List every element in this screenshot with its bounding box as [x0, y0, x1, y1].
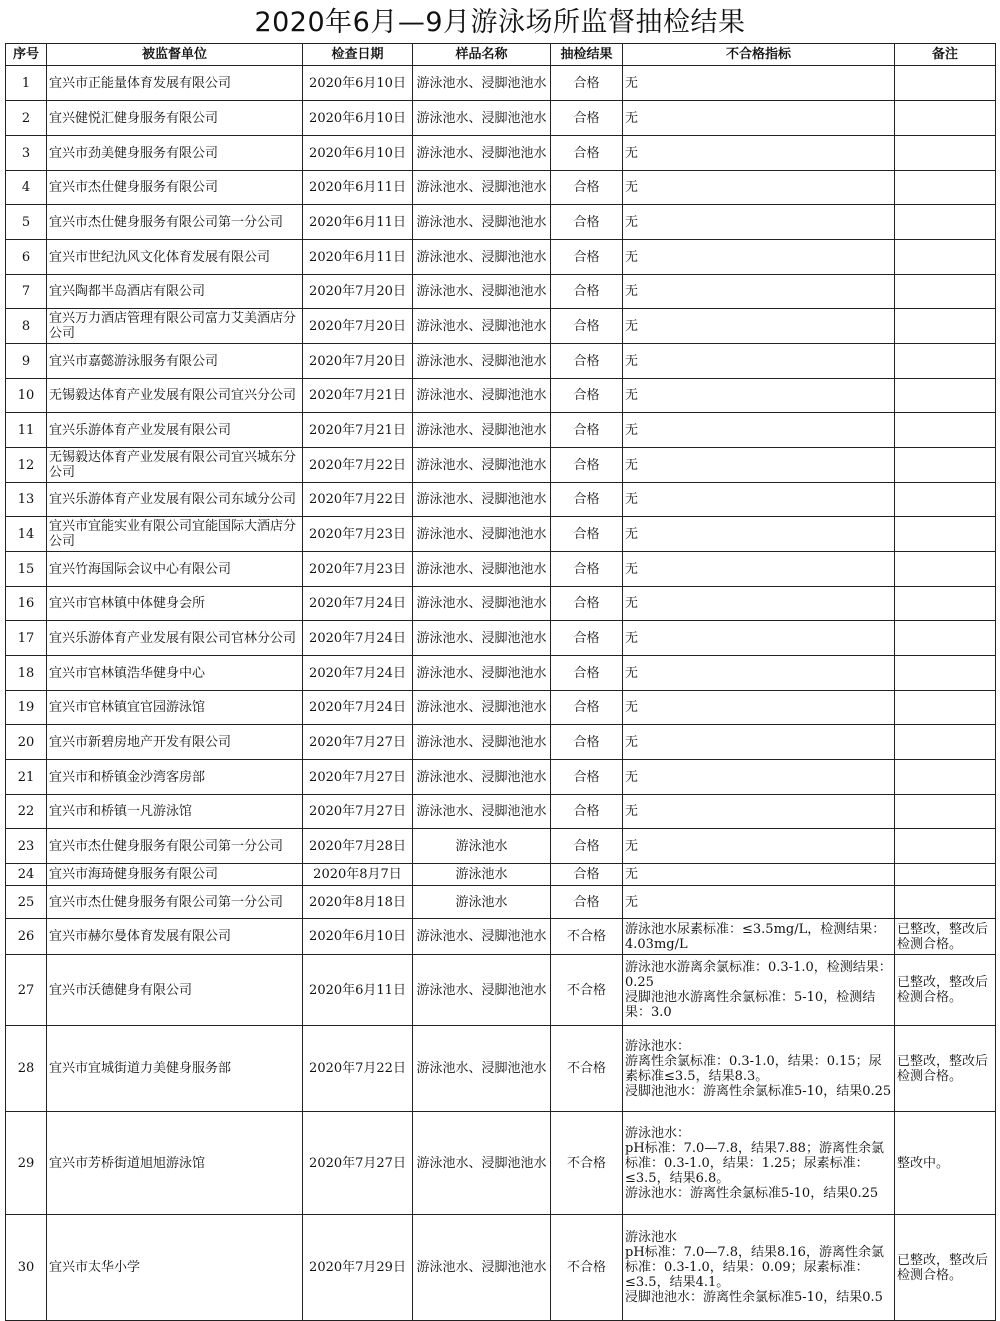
failed-indicator: 无 [623, 240, 895, 275]
row-number: 26 [6, 919, 47, 955]
sample-name: 游泳池水、浸脚池池水 [413, 795, 551, 829]
table-row [6, 656, 996, 691]
inspection-result: 合格 [551, 552, 623, 587]
remark [895, 829, 996, 864]
row-number: 28 [6, 1026, 47, 1112]
row-number: 6 [6, 240, 47, 275]
sample-name: 游泳池水 [413, 864, 551, 886]
table-row [6, 171, 996, 205]
inspection-date: 2020年7月27日 [303, 760, 413, 795]
table-row [6, 136, 996, 171]
row-number: 3 [6, 136, 47, 171]
table-row [6, 886, 996, 919]
remark [895, 552, 996, 587]
row-number: 23 [6, 829, 47, 864]
sample-name: 游泳池水、浸脚池池水 [413, 587, 551, 621]
row-number: 19 [6, 691, 47, 725]
inspection-date: 2020年6月11日 [303, 205, 413, 240]
inspection-date: 2020年7月20日 [303, 275, 413, 309]
remark [895, 413, 996, 448]
row-number: 24 [6, 864, 47, 886]
failed-indicator: 无 [623, 171, 895, 205]
header-unit: 被监督单位 [47, 44, 303, 66]
unit-name: 宜兴市官林镇宜官园游泳馆 [47, 691, 303, 725]
table-row [6, 795, 996, 829]
failed-indicator: 无 [623, 691, 895, 725]
unit-name: 宜兴市太华小学 [47, 1215, 303, 1321]
failed-indicator: 游泳池水游离余氯标准：0.3-1.0，检测结果：0.25 浸脚池池水游离性余氯标准：5-10，检测结果：3.0 [623, 955, 895, 1026]
unit-name: 宜兴市赫尔曼体育发展有限公司 [47, 919, 303, 955]
document-title: 2020年6月—9月游泳场所监督抽检结果 [254, 7, 746, 38]
remark [895, 886, 996, 919]
row-number: 15 [6, 552, 47, 587]
failed-indicator: 游泳池水尿素标准：≤3.5mg/L，检测结果：4.03mg/L [623, 919, 895, 955]
sample-name: 游泳池水、浸脚池池水 [413, 1026, 551, 1112]
inspection-result: 合格 [551, 829, 623, 864]
table-row [6, 275, 996, 309]
failed-indicator: 无 [623, 886, 895, 919]
row-number: 30 [6, 1215, 47, 1321]
header-sample: 样品名称 [413, 44, 551, 66]
inspection-date: 2020年7月27日 [303, 1112, 413, 1215]
inspection-result: 合格 [551, 448, 623, 483]
header-result: 抽检结果 [551, 44, 623, 66]
sample-name: 游泳池水、浸脚池池水 [413, 205, 551, 240]
unit-name: 宜兴市宜城街道力美健身服务部 [47, 1026, 303, 1112]
sample-name: 游泳池水、浸脚池池水 [413, 344, 551, 379]
unit-name: 宜兴市新碧房地产开发有限公司 [47, 725, 303, 760]
inspection-date: 2020年7月23日 [303, 552, 413, 587]
inspection-result: 合格 [551, 344, 623, 379]
unit-name: 宜兴市宜能实业有限公司宜能国际大酒店分公司 [47, 517, 303, 552]
inspection-date: 2020年7月22日 [303, 448, 413, 483]
failed-indicator: 无 [623, 205, 895, 240]
header-indicator: 不合格指标 [623, 44, 895, 66]
unit-name: 宜兴市嘉懿游泳服务有限公司 [47, 344, 303, 379]
failed-indicator: 无 [623, 448, 895, 483]
row-number: 10 [6, 379, 47, 413]
unit-name: 宜兴市杰仕健身服务有限公司第一分公司 [47, 829, 303, 864]
table-row [6, 448, 996, 483]
inspection-result: 合格 [551, 171, 623, 205]
remark [895, 240, 996, 275]
table-row [6, 552, 996, 587]
inspection-result: 不合格 [551, 1112, 623, 1215]
inspection-result: 合格 [551, 795, 623, 829]
row-number: 2 [6, 101, 47, 136]
remark [895, 483, 996, 517]
sample-name: 游泳池水、浸脚池池水 [413, 275, 551, 309]
failed-indicator: 游泳池水 pH标准：7.0—7.8，结果8.16，游离性余氯标准：0.3-1.0，结果：0.09；尿素标准：≤3.5，结果4.1。 浸脚池池水：游离性余氯标准5-10，结果0.5 [623, 1215, 895, 1321]
failed-indicator: 无 [623, 309, 895, 344]
inspection-result: 合格 [551, 483, 623, 517]
remark [895, 171, 996, 205]
failed-indicator: 无 [623, 136, 895, 171]
table-row [6, 517, 996, 552]
sample-name: 游泳池水、浸脚池池水 [413, 760, 551, 795]
inspection-result: 合格 [551, 621, 623, 656]
unit-name: 宜兴市官林镇浩华健身中心 [47, 656, 303, 691]
remark [895, 205, 996, 240]
remark [895, 275, 996, 309]
remark [895, 760, 996, 795]
sample-name: 游泳池水、浸脚池池水 [413, 552, 551, 587]
inspection-date: 2020年7月22日 [303, 1026, 413, 1112]
remark: 已整改，整改后检测合格。 [895, 919, 996, 955]
sample-name: 游泳池水、浸脚池池水 [413, 448, 551, 483]
sample-name: 游泳池水、浸脚池池水 [413, 955, 551, 1026]
table-row [6, 205, 996, 240]
failed-indicator: 无 [623, 621, 895, 656]
sample-name: 游泳池水、浸脚池池水 [413, 725, 551, 760]
row-number: 18 [6, 656, 47, 691]
row-number: 14 [6, 517, 47, 552]
failed-indicator: 无 [623, 101, 895, 136]
inspection-date: 2020年7月24日 [303, 587, 413, 621]
inspection-date: 2020年7月20日 [303, 344, 413, 379]
inspection-result: 不合格 [551, 1026, 623, 1112]
unit-name: 宜兴市芳桥街道旭旭游泳馆 [47, 1112, 303, 1215]
table-row [6, 1112, 996, 1215]
sample-name: 游泳池水、浸脚池池水 [413, 136, 551, 171]
inspection-date: 2020年7月27日 [303, 795, 413, 829]
table-row [6, 413, 996, 448]
row-number: 25 [6, 886, 47, 919]
failed-indicator: 无 [623, 517, 895, 552]
unit-name: 宜兴市沃德健身有限公司 [47, 955, 303, 1026]
table-row [6, 955, 996, 1026]
inspection-date: 2020年6月10日 [303, 101, 413, 136]
table-row [6, 309, 996, 344]
sample-name: 游泳池水、浸脚池池水 [413, 101, 551, 136]
table-row [6, 240, 996, 275]
sample-name: 游泳池水、浸脚池池水 [413, 919, 551, 955]
unit-name: 无锡毅达体育产业发展有限公司宜兴城东分公司 [47, 448, 303, 483]
inspection-result: 合格 [551, 864, 623, 886]
inspection-date: 2020年7月27日 [303, 725, 413, 760]
sample-name: 游泳池水、浸脚池池水 [413, 309, 551, 344]
inspection-result: 合格 [551, 275, 623, 309]
row-number: 7 [6, 275, 47, 309]
remark: 整改中。 [895, 1112, 996, 1215]
failed-indicator: 无 [623, 725, 895, 760]
sample-name: 游泳池水 [413, 886, 551, 919]
remark [895, 587, 996, 621]
remark: 已整改，整改后检测合格。 [895, 1026, 996, 1112]
inspection-result: 合格 [551, 101, 623, 136]
table-row [6, 344, 996, 379]
table-row [6, 760, 996, 795]
remark [895, 379, 996, 413]
row-number: 1 [6, 66, 47, 101]
inspection-date: 2020年7月24日 [303, 621, 413, 656]
inspection-date: 2020年7月23日 [303, 517, 413, 552]
inspection-date: 2020年7月28日 [303, 829, 413, 864]
unit-name: 宜兴健悦汇健身服务有限公司 [47, 101, 303, 136]
inspection-result: 合格 [551, 587, 623, 621]
remark [895, 344, 996, 379]
table-header-row [6, 44, 996, 66]
inspection-result: 合格 [551, 656, 623, 691]
inspection-date: 2020年7月22日 [303, 483, 413, 517]
inspection-result: 合格 [551, 136, 623, 171]
inspection-date: 2020年6月11日 [303, 955, 413, 1026]
sample-name: 游泳池水、浸脚池池水 [413, 1215, 551, 1321]
unit-name: 宜兴万力酒店管理有限公司富力艾美酒店分公司 [47, 309, 303, 344]
remark: 已整改，整改后检测合格。 [895, 1215, 996, 1321]
unit-name: 宜兴乐游体育产业发展有限公司 [47, 413, 303, 448]
unit-name: 宜兴市世纪氿风文化体育发展有限公司 [47, 240, 303, 275]
table-row [6, 379, 996, 413]
unit-name: 宜兴市杰仕健身服务有限公司第一分公司 [47, 205, 303, 240]
failed-indicator: 游泳池水： 游离性余氯标准：0.3-1.0，结果：0.15；尿素标准≤3.5，结果8.3。 浸脚池池水：游离性余氯标准5-10，结果0.25 [623, 1026, 895, 1112]
sample-name: 游泳池水、浸脚池池水 [413, 517, 551, 552]
inspection-result: 合格 [551, 517, 623, 552]
sample-name: 游泳池水、浸脚池池水 [413, 656, 551, 691]
row-number: 16 [6, 587, 47, 621]
table-row [6, 1215, 996, 1321]
sample-name: 游泳池水、浸脚池池水 [413, 379, 551, 413]
unit-name: 宜兴市海琦健身服务有限公司 [47, 864, 303, 886]
remark [895, 448, 996, 483]
unit-name: 宜兴市官林镇中体健身会所 [47, 587, 303, 621]
row-number: 4 [6, 171, 47, 205]
unit-name: 宜兴市和桥镇一凡游泳馆 [47, 795, 303, 829]
inspection-date: 2020年6月10日 [303, 136, 413, 171]
inspection-result: 合格 [551, 691, 623, 725]
failed-indicator: 无 [623, 379, 895, 413]
row-number: 20 [6, 725, 47, 760]
inspection-result: 不合格 [551, 1215, 623, 1321]
unit-name: 宜兴市劲美健身服务有限公司 [47, 136, 303, 171]
failed-indicator: 无 [623, 795, 895, 829]
row-number: 29 [6, 1112, 47, 1215]
inspection-date: 2020年7月20日 [303, 309, 413, 344]
failed-indicator: 无 [623, 483, 895, 517]
remark [895, 691, 996, 725]
sample-name: 游泳池水、浸脚池池水 [413, 621, 551, 656]
row-number: 21 [6, 760, 47, 795]
inspection-result: 合格 [551, 379, 623, 413]
table-row [6, 691, 996, 725]
row-number: 13 [6, 483, 47, 517]
remark [895, 101, 996, 136]
header-note: 备注 [895, 44, 996, 66]
sample-name: 游泳池水、浸脚池池水 [413, 66, 551, 101]
row-number: 27 [6, 955, 47, 1026]
table-row [6, 725, 996, 760]
remark [895, 517, 996, 552]
remark [895, 621, 996, 656]
row-number: 17 [6, 621, 47, 656]
sample-name: 游泳池水、浸脚池池水 [413, 413, 551, 448]
inspection-result: 合格 [551, 886, 623, 919]
table-row [6, 66, 996, 101]
row-number: 9 [6, 344, 47, 379]
results-table [5, 43, 996, 1321]
inspection-date: 2020年7月24日 [303, 656, 413, 691]
inspection-date: 2020年7月21日 [303, 379, 413, 413]
inspection-date: 2020年7月29日 [303, 1215, 413, 1321]
failed-indicator: 游泳池水： pH标准：7.0—7.8，结果7.88；游离性余氯标准：0.3-1.0，结果：1.25；尿素标准：≤3.5，结果6.8。 游泳池水：游离性余氯标准5-10，结果0.25 [623, 1112, 895, 1215]
row-number: 8 [6, 309, 47, 344]
failed-indicator: 无 [623, 864, 895, 886]
inspection-date: 2020年6月10日 [303, 919, 413, 955]
unit-name: 宜兴乐游体育产业发展有限公司官林分公司 [47, 621, 303, 656]
row-number: 11 [6, 413, 47, 448]
inspection-date: 2020年6月11日 [303, 171, 413, 205]
unit-name: 宜兴乐游体育产业发展有限公司东域分公司 [47, 483, 303, 517]
table-row [6, 101, 996, 136]
failed-indicator: 无 [623, 760, 895, 795]
table-row [6, 587, 996, 621]
inspection-result: 不合格 [551, 919, 623, 955]
unit-name: 宜兴市和桥镇金沙湾客房部 [47, 760, 303, 795]
failed-indicator: 无 [623, 656, 895, 691]
remark [895, 656, 996, 691]
remark [895, 795, 996, 829]
failed-indicator: 无 [623, 344, 895, 379]
failed-indicator: 无 [623, 552, 895, 587]
row-number: 5 [6, 205, 47, 240]
inspection-date: 2020年7月21日 [303, 413, 413, 448]
table-row [6, 1026, 996, 1112]
inspection-result: 合格 [551, 413, 623, 448]
failed-indicator: 无 [623, 413, 895, 448]
remark [895, 725, 996, 760]
inspection-date: 2020年8月7日 [303, 864, 413, 886]
remark [895, 66, 996, 101]
inspection-result: 合格 [551, 309, 623, 344]
inspection-date: 2020年6月10日 [303, 66, 413, 101]
sample-name: 游泳池水、浸脚池池水 [413, 1112, 551, 1215]
row-number: 12 [6, 448, 47, 483]
failed-indicator: 无 [623, 66, 895, 101]
sample-name: 游泳池水、浸脚池池水 [413, 483, 551, 517]
table-row [6, 829, 996, 864]
remark: 已整改，整改后检测合格。 [895, 955, 996, 1026]
inspection-result: 合格 [551, 725, 623, 760]
remark [895, 136, 996, 171]
inspection-result: 合格 [551, 240, 623, 275]
table-row [6, 919, 996, 955]
table-row [6, 621, 996, 656]
inspection-result: 不合格 [551, 955, 623, 1026]
unit-name: 宜兴市杰仕健身服务有限公司第一分公司 [47, 886, 303, 919]
header-date: 检查日期 [303, 44, 413, 66]
inspection-result: 合格 [551, 66, 623, 101]
failed-indicator: 无 [623, 829, 895, 864]
unit-name: 无锡毅达体育产业发展有限公司宜兴分公司 [47, 379, 303, 413]
remark [895, 309, 996, 344]
unit-name: 宜兴市杰仕健身服务有限公司 [47, 171, 303, 205]
header-no: 序号 [6, 44, 47, 66]
unit-name: 宜兴陶都半岛酒店有限公司 [47, 275, 303, 309]
sample-name: 游泳池水、浸脚池池水 [413, 171, 551, 205]
sample-name: 游泳池水 [413, 829, 551, 864]
failed-indicator: 无 [623, 587, 895, 621]
table-row [6, 864, 996, 886]
unit-name: 宜兴市正能量体育发展有限公司 [47, 66, 303, 101]
inspection-result: 合格 [551, 760, 623, 795]
inspection-date: 2020年6月11日 [303, 240, 413, 275]
inspection-result: 合格 [551, 205, 623, 240]
sample-name: 游泳池水、浸脚池池水 [413, 240, 551, 275]
failed-indicator: 无 [623, 275, 895, 309]
inspection-date: 2020年8月18日 [303, 886, 413, 919]
table-row [6, 483, 996, 517]
sample-name: 游泳池水、浸脚池池水 [413, 691, 551, 725]
row-number: 22 [6, 795, 47, 829]
remark [895, 864, 996, 886]
inspection-date: 2020年7月24日 [303, 691, 413, 725]
table-body [6, 66, 996, 1321]
unit-name: 宜兴竹海国际会议中心有限公司 [47, 552, 303, 587]
